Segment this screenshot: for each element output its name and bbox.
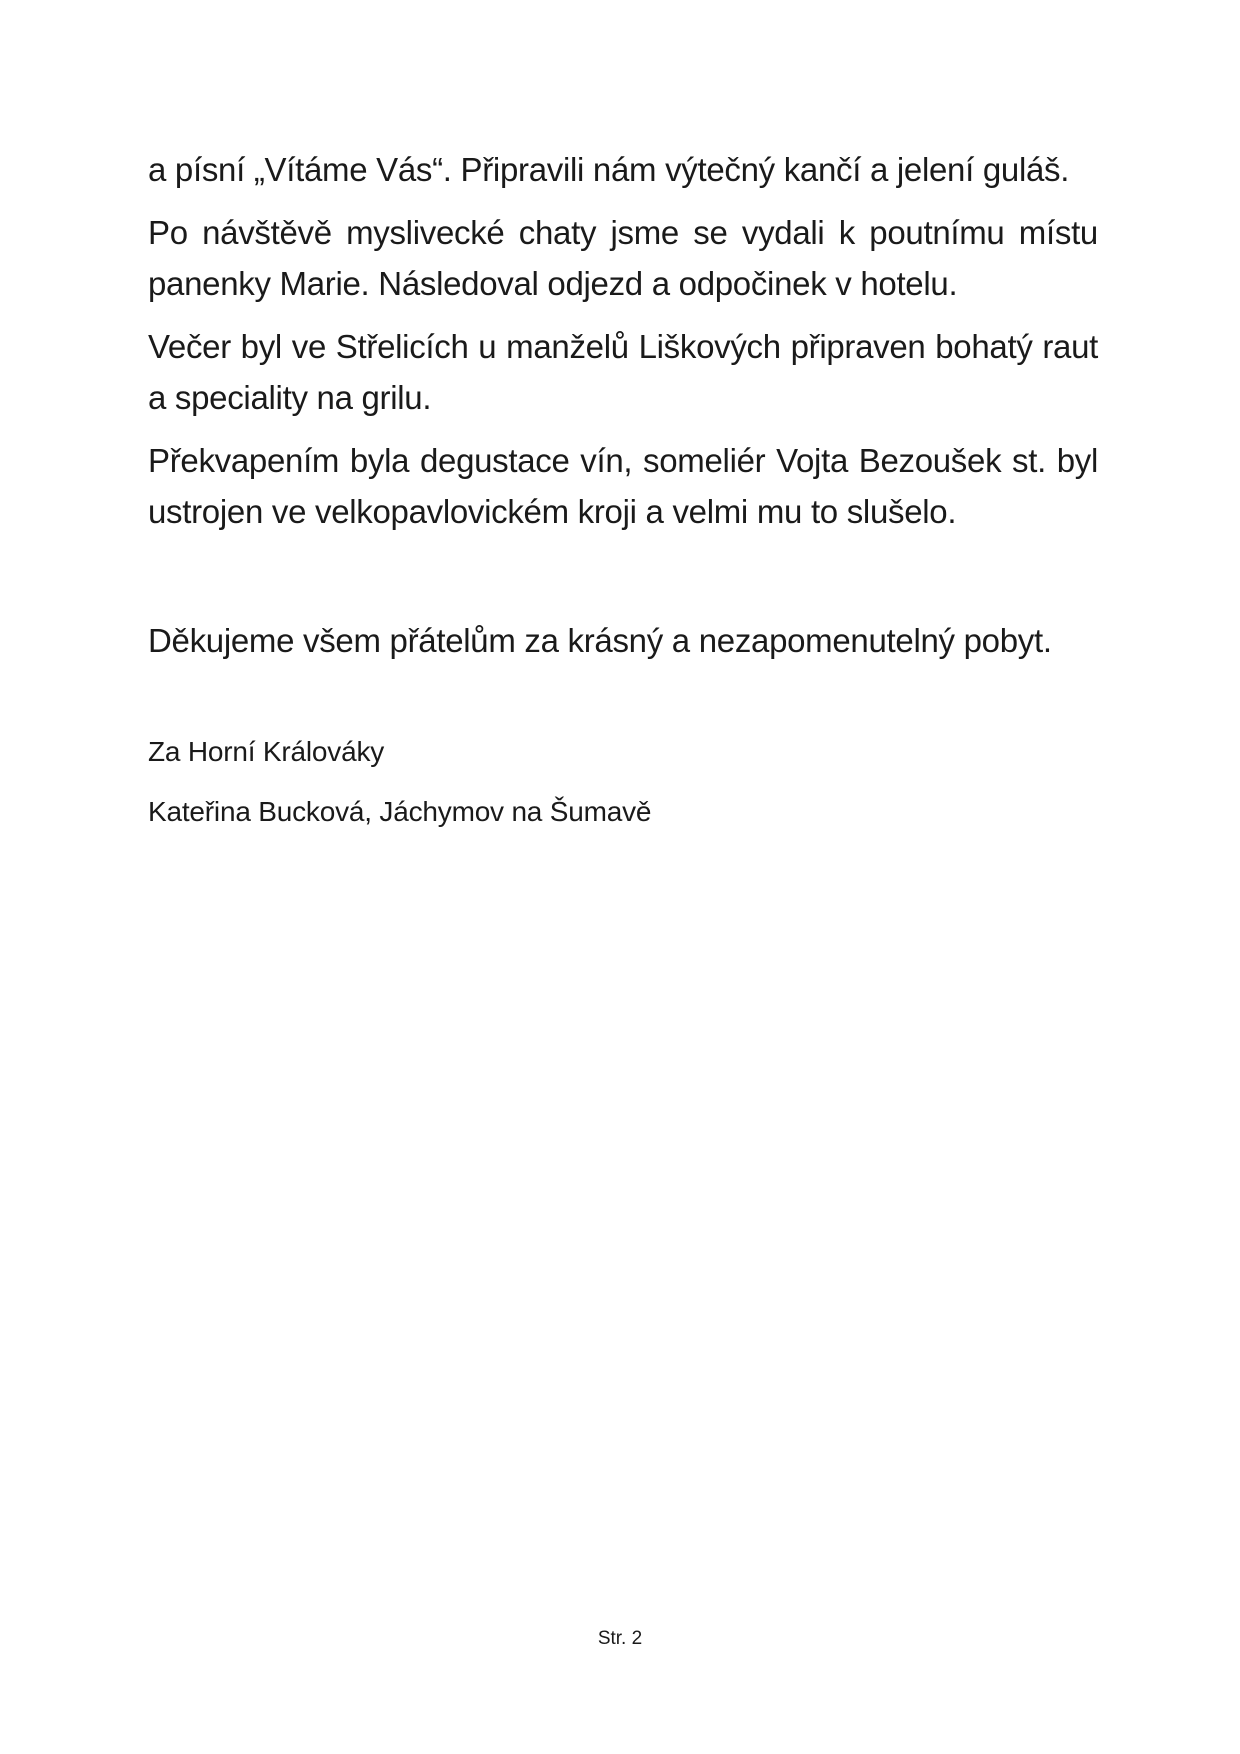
paragraph-3: Večer byl ve Střelicích u manželů Liškových připraven bohatý raut a speciality na grilu. [148, 328, 1098, 416]
paragraph-gap [148, 549, 1098, 615]
paragraph-1: a písní „Vítáme Vás“. Připravili nám výtečný kančí a jelení guláš. [148, 151, 1070, 188]
document-body [148, 144, 1098, 832]
paragraph-4: Překvapením byla degustace vín, someliér Vojta Bezoušek st. byl ustrojen ve velkopavlovickém kroji a velmi mu to slušelo. [148, 442, 1098, 530]
page-number-footer: Str. 2 [597, 1628, 643, 1649]
signature-author: Kateřina Bucková, Jáchymov na Šumavě [148, 796, 652, 827]
signature-on-behalf: Za Horní Králováky [148, 736, 385, 767]
thanks-paragraph: Děkujeme všem přátelům za krásný a nezapomenutelný pobyt. [148, 622, 1052, 659]
signature-gap [148, 678, 1098, 732]
paragraph-2: Po návštěvě myslivecké chaty jsme se vydali k poutnímu místu panenky Marie. Následoval odjezd a odpočinek v hotelu. [148, 214, 1098, 302]
